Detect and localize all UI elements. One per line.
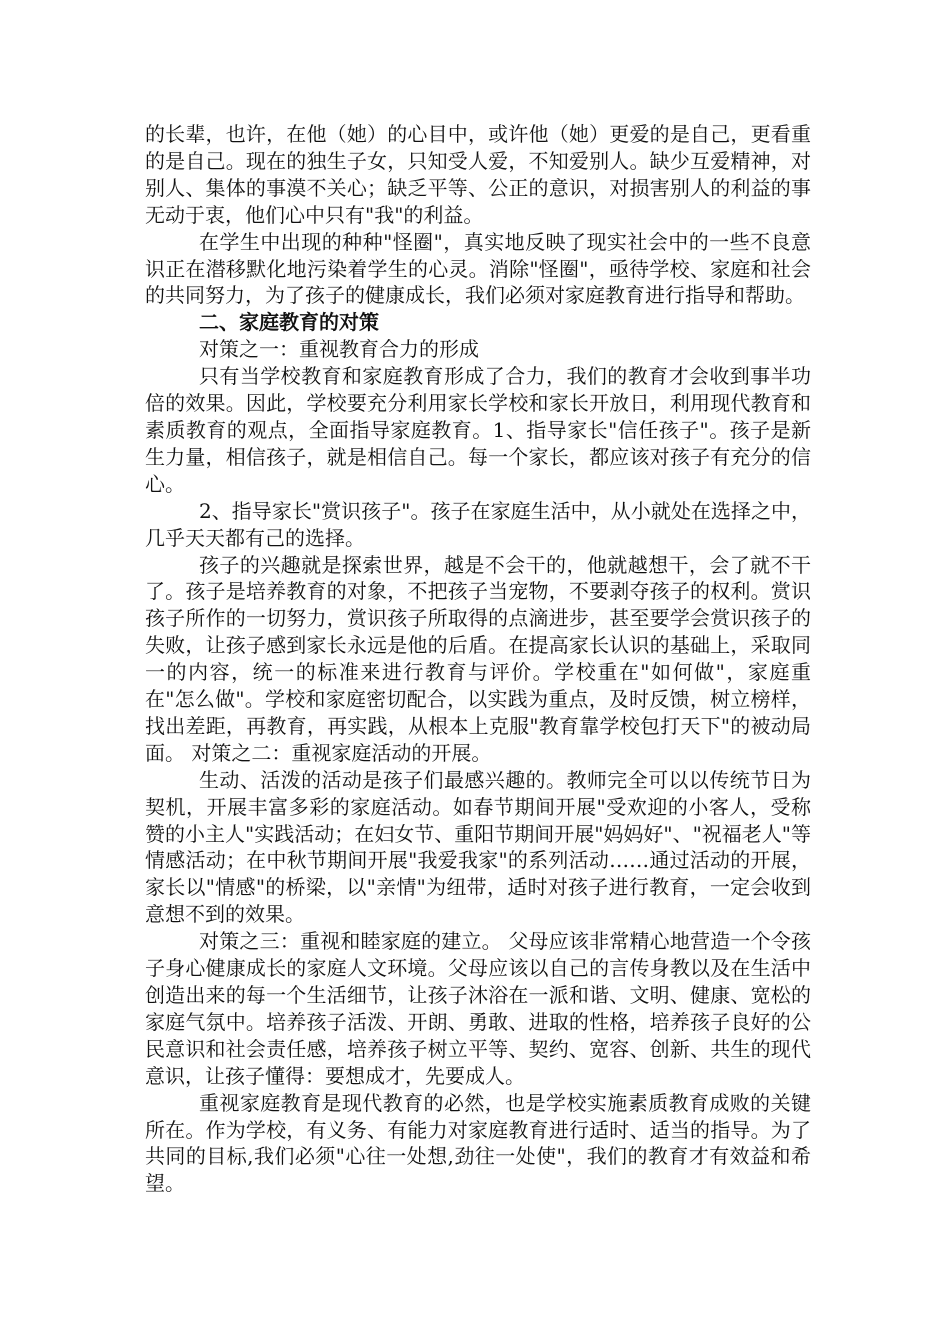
paragraph-children-interest: 孩子的兴趣就是探索世界，越是不会干的，他就越想干，会了就不干了。孩子是培养教育的对象，不把孩子当宠物，不要剥夺孩子的权利。赏识孩子所作的一切努力，赏识孩子所取得的点滴进步，甚至要学会赏识孩子的失败，让孩子感到家长永远是他的后盾。在提高家长认识的基础上，采取同一的内容，统一的标准来进行教育与评价。学校重在"如何做"，家庭重在"怎么做"。学校和家庭密切配合，以实践为重点，及时反馈，树立榜样，找出差距，再教育，再实践，从根本上克服"教育靠学校包打天下"的被动局面。 对策之二：重视家庭活动的开展。 [145, 552, 811, 765]
document-body [145, 121, 811, 1197]
section-heading: 二、家庭教育的对策 [199, 310, 379, 335]
paragraph-harmonious-family: 对策之三：重视和睦家庭的建立。 父母应该非常精心地营造一个令孩子身心健康成长的家庭人文环境。父母应该以自己的言传身教以及在生活中创造出来的每一个生活细节，让孩子沐浴在一派和谐、文明、健康、宽松的家庭气氛中。培养孩子活泼、开朗、勇敢、进取的性格，培养孩子良好的公民意识和社会责任感，培养孩子树立平等、契约、宽容、创新、共生的现代意识，让孩子懂得：要想成才，先要成人。 [145, 929, 811, 1088]
paragraph-appreciate-children: 2、指导家长"赏识孩子"。孩子在家庭生活中，从小就处在选择之中，几乎天天都有己的选择。 [145, 498, 811, 550]
paragraph-family-activities: 生动、活泼的活动是孩子们最感兴趣的。教师完全可以以传统节日为契机，开展丰富多彩的家庭活动。如春节期间开展"受欢迎的小客人，受称赞的小主人"实践活动；在妇女节、重阳节期间开展"妈妈好"、"祝福老人"等情感活动；在中秋节期间开展"我爱我家"的系列活动……通过活动的开展，家长以"情感"的桥梁，以"亲情"为纽带，适时对孩子进行教育，一定会收到意想不到的效果。 [145, 767, 811, 927]
subheading-strategy-one: 对策之一：重视教育合力的形成 [199, 337, 479, 362]
paragraph-continuation: 的长辈，也许，在他（她）的心目中，或许他（她）更爱的是自己，更看重的是自己。现在的独生子女，只知受人爱，不知爱别人。缺少互爱精神，对别人、集体的事漠不关心；缺乏平等、公正的意识，对损害别人的利益的事无动于衷，他们心中只有"我"的利益。 [145, 122, 811, 227]
paragraph-educational-synergy: 只有当学校教育和家庭教育形成了合力，我们的教育才会收到事半功倍的效果。因此，学校要充分利用家长学校和家长开放日，利用现代教育和素质教育的观点，全面指导家庭教育。1、指导家长"信任孩子"。孩子是新生力量，相信孩子，就是相信自己。每一个家长，都应该对孩子有充分的信心。 [145, 364, 811, 496]
paragraph-weird-circles: 在学生中出现的种种"怪圈"，真实地反映了现实社会中的一些不良意识正在潜移默化地污染着学生的心灵。消除"怪圈"，亟待学校、家庭和社会的共同努力，为了孩子的健康成长，我们必须对家庭教育进行指导和帮助。 [145, 229, 811, 308]
paragraph-conclusion: 重视家庭教育是现代教育的必然，也是学校实施素质教育成败的关键所在。作为学校，有义务、有能力对家庭教育进行适时、适当的指导。为了共同的目标,我们必须"心往一处想,劲往一处使"，我们的教育才有效益和希望。 [145, 1090, 811, 1196]
